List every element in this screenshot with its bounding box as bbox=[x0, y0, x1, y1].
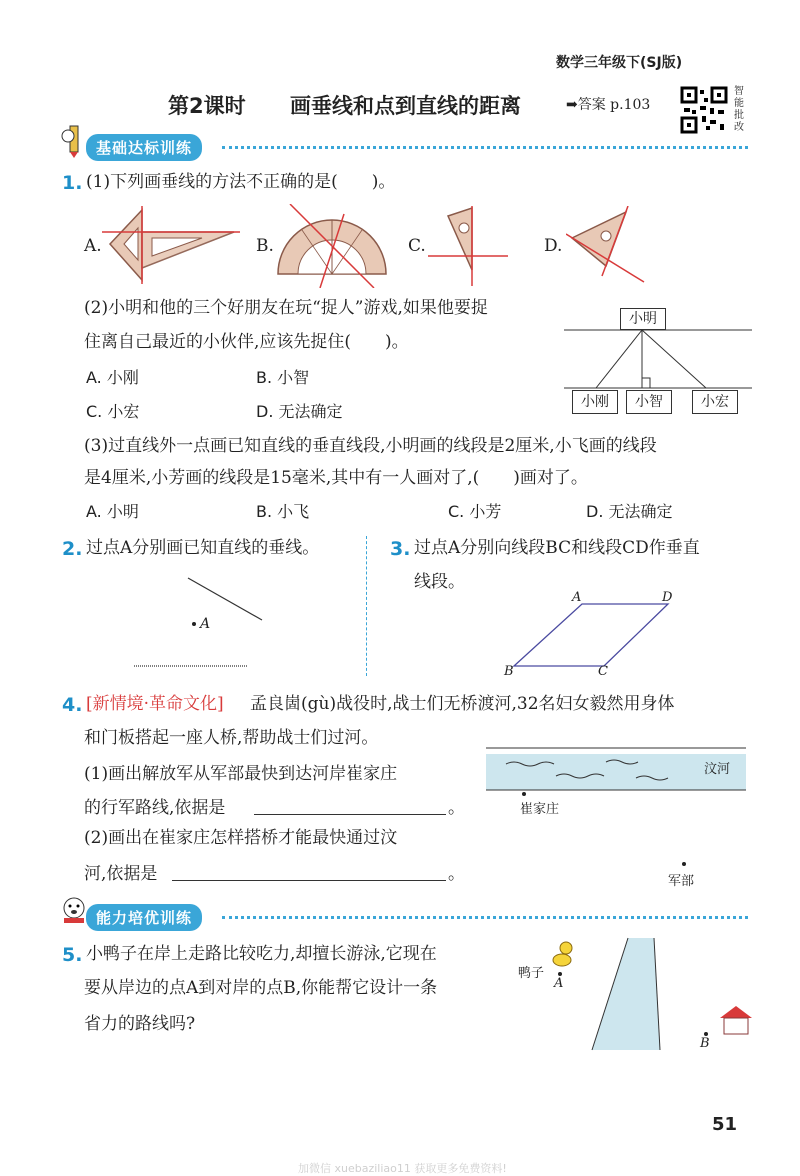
column-divider bbox=[366, 536, 367, 676]
question-text: 线段。 bbox=[414, 572, 465, 592]
context-tag: [新情境·革命文化] bbox=[86, 694, 224, 714]
question-text: (3)过直线外一点画已知直线的垂直线段,小明画的线段是2厘米,小飞画的线段 bbox=[84, 436, 657, 456]
section-divider bbox=[222, 916, 748, 919]
question-text: 是4厘米,小芳画的线段是15毫米,其中有一人画对了,( )画对了。 bbox=[84, 468, 588, 488]
question-number: 5. bbox=[62, 944, 83, 966]
page-number: 51 bbox=[712, 1114, 738, 1135]
node-xiaohong: 小宏 bbox=[692, 390, 738, 414]
figure-option-c bbox=[428, 206, 508, 290]
question-number: 1. bbox=[62, 172, 83, 194]
node-xiaoming: 小明 bbox=[620, 308, 666, 330]
option-item: C. 小芳 bbox=[448, 502, 502, 521]
punctuation: 。 bbox=[448, 864, 465, 884]
figure-option-d bbox=[566, 206, 646, 290]
question-text: 过点A分别向线段BC和线段CD作垂直 bbox=[414, 538, 700, 558]
section-basic-label: 基础达标训练 bbox=[86, 134, 202, 161]
question-number: 2. bbox=[62, 538, 83, 560]
option-label: B. bbox=[256, 236, 274, 256]
option-item: B. 小飞 bbox=[256, 502, 310, 521]
option-label: D. bbox=[544, 236, 563, 256]
question-text: 省力的路线吗? bbox=[84, 1014, 196, 1034]
question-text: 河,依据是 bbox=[84, 864, 158, 884]
option-item: C. 小宏 bbox=[86, 402, 140, 421]
figure-option-b bbox=[272, 204, 392, 292]
point-a-label: A bbox=[554, 976, 564, 991]
qr-code-icon[interactable] bbox=[680, 86, 728, 134]
option-label: C. bbox=[408, 236, 426, 256]
army-hq-label: 军部 bbox=[668, 874, 695, 889]
node-xiaogang: 小刚 bbox=[572, 390, 618, 414]
question-text: (1)画出解放军从军部最快到达河岸崔家庄 bbox=[84, 764, 398, 784]
section-divider bbox=[222, 146, 748, 149]
parallelogram-figure bbox=[498, 590, 688, 682]
question-text: 孟良崮(gù)战役时,战士们无桥渡河,32名妇女毅然用身体 bbox=[250, 694, 675, 714]
answer-blank[interactable] bbox=[254, 814, 446, 815]
friends-diagram bbox=[564, 306, 752, 420]
river-label: 汶河 bbox=[704, 762, 731, 777]
option-item: B. 小智 bbox=[256, 368, 310, 387]
section-advanced-label: 能力培优训练 bbox=[86, 904, 202, 931]
footer-watermark: 加微信 xuebaziliao11 获取更多免费资料! bbox=[298, 1162, 507, 1175]
river-map bbox=[486, 744, 746, 890]
qr-caption: 智 能 批 改 bbox=[734, 86, 744, 133]
dog-mascot-icon bbox=[60, 894, 88, 924]
book-title: 数学三年级下(SJ版) bbox=[556, 55, 683, 71]
duck-river-figure bbox=[510, 934, 760, 1054]
village-label: 崔家庄 bbox=[520, 802, 560, 817]
option-label: A. bbox=[84, 236, 102, 256]
question-text: 的行军路线,依据是 bbox=[84, 798, 226, 818]
option-item: A. 小明 bbox=[86, 502, 139, 521]
option-item: D. 无法确定 bbox=[586, 502, 673, 521]
vertex-a-label: A bbox=[572, 590, 582, 605]
pencil-mascot-icon bbox=[60, 122, 88, 158]
figure-option-a bbox=[102, 206, 242, 290]
option-item: A. 小刚 bbox=[86, 368, 139, 387]
question-text: (2)小明和他的三个好朋友在玩“捉人”游戏,如果他要捉 bbox=[84, 298, 488, 318]
q2-figure bbox=[130, 574, 270, 674]
question-text: (2)画出在崔家庄怎样搭桥才能最快通过汶 bbox=[84, 828, 398, 848]
vertex-d-label: D bbox=[662, 590, 673, 605]
question-text: 住离自己最近的小伙伴,应该先捉住( )。 bbox=[84, 332, 409, 352]
lesson-title: 画垂线和点到直线的距离 bbox=[290, 94, 521, 118]
answer-reference: ➡答案 p.103 bbox=[566, 97, 651, 113]
lesson-number: 第2课时 bbox=[168, 94, 246, 118]
punctuation: 。 bbox=[448, 798, 465, 818]
question-text: 小鸭子在岸上走路比较吃力,却擅长游泳,它现在 bbox=[86, 944, 437, 964]
point-a-label: A bbox=[200, 616, 211, 632]
question-number: 4. bbox=[62, 694, 83, 716]
question-number: 3. bbox=[390, 538, 411, 560]
question-text: 和门板搭起一座人桥,帮助战士们过河。 bbox=[84, 728, 379, 748]
question-text: 过点A分别画已知直线的垂线。 bbox=[86, 538, 320, 558]
option-item: D. 无法确定 bbox=[256, 402, 343, 421]
question-text: 要从岸边的点A到对岸的点B,你能帮它设计一条 bbox=[84, 978, 438, 998]
duck-label: 鸭子 bbox=[518, 966, 545, 981]
vertex-c-label: C bbox=[598, 664, 608, 679]
answer-blank[interactable] bbox=[172, 880, 446, 881]
vertex-b-label: B bbox=[504, 664, 514, 679]
question-text: (1)下列画垂线的方法不正确的是( )。 bbox=[86, 172, 396, 192]
point-b-label: B bbox=[700, 1036, 710, 1051]
node-xiaozhi: 小智 bbox=[626, 390, 672, 414]
